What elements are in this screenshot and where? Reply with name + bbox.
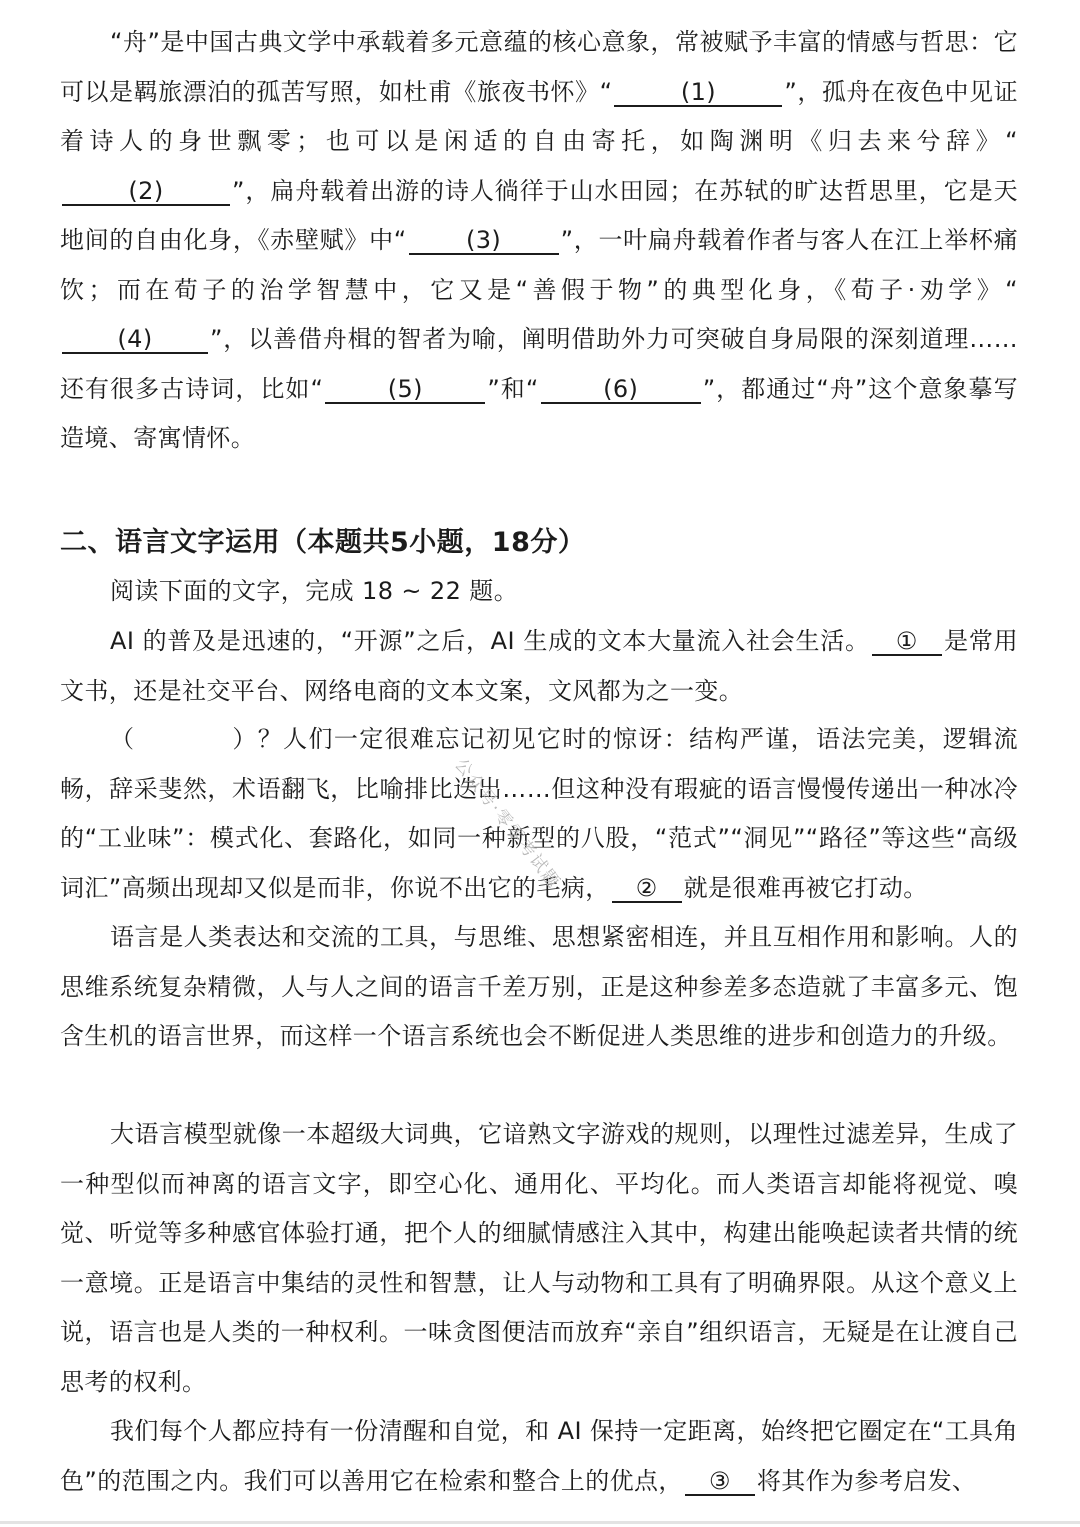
paragraph-industrial-taste xyxy=(60,715,1018,913)
fill-blank-1: (1) xyxy=(614,79,782,107)
fill-blank-5: (5) xyxy=(325,376,485,404)
paragraph-keep-distance xyxy=(60,1407,1018,1506)
paragraph-text: ”，都通过“舟”这个意象摹写造境、寄寓情怀。 xyxy=(60,374,1018,452)
paragraph-text: ）？人们一定很难忘记初见它时的惊讶：结构严谨，语法完美，逻辑流畅，辞采斐然，术语翻飞，比喻排比迭出……但这种没有瑕疵的语言慢慢传递出一种冰冷的“工业味”：模式化、套路化，如同一种新型的八股，“范式”“洞见”“路径”等这些“高级词汇”高频出现却又似是而非，你说不出它的毛病， xyxy=(60,725,1018,902)
paren-open: （ xyxy=(110,725,136,753)
paragraph-text: AI 的普及是迅速的，“开源”之后，AI 生成的文本大量流入社会生活。 xyxy=(110,627,870,655)
section-title: 二、语言文字运用（本题共5小题，18分） xyxy=(60,527,586,558)
fill-blank-circle-1: ① xyxy=(872,628,942,656)
paragraph-text: “舟”是中国古典文学中承载着多元意蕴的核心意象，常被赋予丰富的情感与哲思：它可以是羁旅漂泊的孤苦写照，如杜甫《旅夜书怀》“ xyxy=(60,28,1018,106)
paragraph-text: ”，孤舟在夜色中见证着诗人的身世飘零；也可以是闲适的自由寄托，如陶渊明《归去来兮辞》“ xyxy=(60,77,1018,155)
paragraph-text: 将其作为参考启发、 xyxy=(756,1466,977,1495)
paragraph-text: ”和“ xyxy=(487,374,539,403)
paragraph-text: ”，以善借舟楫的智者为喻，阐明借助外力可突破自身局限的深刻道理……还有很多古诗词，比如“ xyxy=(60,325,1018,403)
paragraph-text: ”，一叶扁舟载着作者与客人在江上举杯痛饮；而在荀子的治学智慧中，它又是“善假于物”的典型化身，《荀子·劝学》“ xyxy=(60,226,1018,304)
fill-blank-circle-2: ② xyxy=(612,875,682,903)
fill-blank-3: (3) xyxy=(409,227,559,255)
paragraph-text: 就是很难再被它打动。 xyxy=(683,873,928,902)
paragraph-language-thought: 语言是人类表达和交流的工具，与思维、思想紧密相连，并且互相作用和影响。人的思维系统复杂精微，人与人之间的语言千差万别，正是这种参差多态造就了丰富多元、饱含生机的语言世界，而这样一个语言系统也会不断促进人类思维的进步和创造力的升级。 xyxy=(60,923,1018,1050)
paragraph-text: ”，扁舟载着出游的诗人徜徉于山水田园；在苏轼的旷达哲思里，它是天地间的自由化身，《赤壁赋》中“ xyxy=(60,176,1018,254)
watermark-text: 公众号·零零考试题 xyxy=(450,755,565,894)
fill-blank-2: (2) xyxy=(62,178,230,206)
fill-blank-6: (6) xyxy=(541,376,701,404)
section-instruction: 阅读下面的文字，完成 18 ~ 22 题。 xyxy=(110,577,519,605)
fill-blank-circle-3: ③ xyxy=(685,1468,755,1496)
paragraph-text: 我们每个人都应持有一份清醒和自觉，和 AI 保持一定距离，始终把它圈定在“工具角色”的范围之内。我们可以善用它在检索和整合上的优点， xyxy=(60,1417,1018,1495)
fill-blank-4: (4) xyxy=(62,326,208,354)
poetry-fill-paragraph xyxy=(60,18,1018,464)
bottom-divider xyxy=(0,1521,1080,1524)
paragraph-text: 是常用文书，还是社交平台、网络电商的文本文案，文风都为之一变。 xyxy=(60,627,1018,705)
paragraph-llm-dictionary: 大语言模型就像一本超级大词典，它谙熟文字游戏的规则，以理性过滤差异，生成了一种型似而神离的语言文字，即空心化、通用化、平均化。而人类语言却能将视觉、嗅觉、听觉等多种感官体验打通，把个人的细腻情感注入其中，构建出能唤起读者共情的统一意境。正是语言中集结的灵性和智慧，让人与动物和工具有了明确界限。从这个意义上说，语言也是人类的一种权利。一味贪图便洁而放弃“亲自”组织语言，无疑是在让渡自己思考的权利。 xyxy=(60,1120,1018,1396)
paragraph-ai-spread xyxy=(60,617,1018,716)
